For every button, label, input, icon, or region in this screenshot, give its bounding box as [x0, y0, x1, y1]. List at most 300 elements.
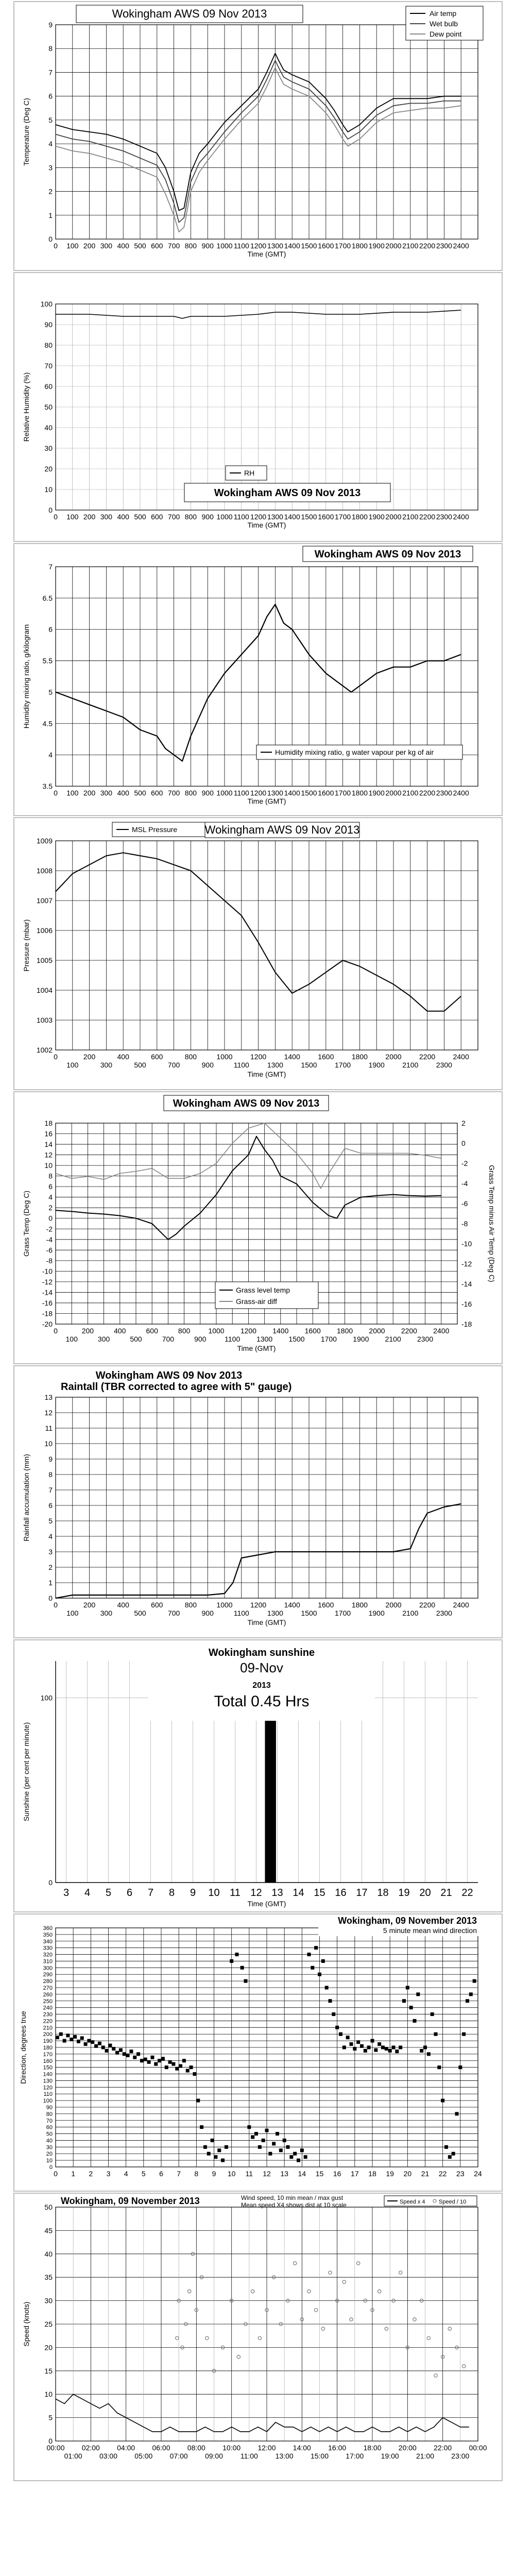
y-tick-label: 25 [44, 2320, 53, 2328]
x-tick-label: 22:00 [434, 2444, 452, 2452]
x-tick-label: 14:00 [293, 2444, 311, 2452]
y-tick-label: -12 [42, 1277, 53, 1286]
y-tick-label: 10 [46, 2158, 53, 2164]
x-tick-label: 2100 [385, 1335, 401, 1343]
y-tick-label: 80 [44, 341, 53, 349]
direction-point [272, 2142, 276, 2145]
x-tick-label: 2000 [385, 242, 402, 250]
direction-point [91, 2040, 94, 2044]
y-tick-label: 60 [46, 2124, 53, 2131]
x-tick-label: 1300 [256, 1335, 273, 1343]
x-tick-label: 1900 [368, 789, 385, 797]
y-tick-label: 230 [43, 2011, 53, 2018]
x-tick-label: 21 [421, 2170, 430, 2178]
x-tick-label: 5 [105, 1887, 112, 1899]
x-tick-label: 2100 [402, 789, 419, 797]
direction-point [221, 2159, 225, 2162]
x-tick-label: 100 [66, 242, 79, 250]
x-tick-label: 9 [190, 1887, 196, 1899]
y-tick-label: 6 [48, 92, 53, 100]
y-tick-label: 30 [44, 444, 53, 452]
x-tick-label: 1900 [368, 513, 385, 521]
y-tick-label: 45 [44, 2226, 53, 2235]
x-tick-label: 1000 [208, 1327, 225, 1335]
x-tick-label: 1100 [233, 242, 249, 250]
x-tick-label: 2200 [419, 242, 436, 250]
y-tick-label: -8 [46, 1256, 53, 1265]
direction-point [469, 1992, 473, 1996]
gust-point [314, 2309, 317, 2312]
direction-point [406, 1986, 409, 1990]
x-tick-label: 20:00 [398, 2444, 417, 2452]
x-tick-label: 15 [314, 1887, 325, 1899]
y-tick-label: 360 [43, 1925, 53, 1931]
x-tick-label: 400 [117, 789, 129, 797]
rain-chart [14, 1366, 502, 1637]
y-tick-label: 130 [43, 2078, 53, 2084]
y-tick-label: 160 [43, 2058, 53, 2064]
x-tick-label: 2200 [419, 1053, 436, 1061]
y-tick-label: 14 [44, 1140, 53, 1149]
direction-point [258, 2145, 262, 2149]
x-tick-label: 15 [315, 2170, 324, 2178]
y-tick-label: 10 [44, 1439, 53, 1448]
x-tick-label: 1000 [216, 1601, 233, 1609]
x-tick-label: 1800 [351, 789, 368, 797]
direction-point [346, 2036, 350, 2039]
wind-speed-chart [14, 2194, 502, 2480]
direction-point [87, 2039, 91, 2043]
direction-point [193, 2072, 196, 2076]
direction-point [444, 2145, 448, 2149]
x-tick-label: 100 [66, 1609, 79, 1617]
y-tick-label: 6.5 [42, 594, 53, 602]
x-tick-label: 1400 [284, 1053, 300, 1061]
direction-point [392, 2046, 396, 2049]
direction-point [105, 2049, 109, 2053]
x-tick-label: 2300 [417, 1335, 434, 1343]
direction-point [437, 2065, 441, 2069]
legend-label: Humidity mixing ratio, g water vapour per kg of air [275, 748, 434, 756]
x-tick-label: 700 [167, 1609, 180, 1617]
gust-point [205, 2336, 209, 2340]
x-tick-label: 600 [151, 513, 163, 521]
direction-point [441, 2099, 444, 2103]
x-tick-label: 800 [184, 789, 197, 797]
chart-subtitle: Wind speed, 10 min mean / max gust [241, 2194, 344, 2201]
x-tick-label: 4 [124, 2170, 128, 2178]
x-tick-label: 1200 [250, 1601, 267, 1609]
direction-point [147, 2060, 151, 2064]
x-tick-label: 800 [178, 1327, 191, 1335]
direction-point [381, 2046, 385, 2049]
x-tick-label: 2400 [453, 789, 469, 797]
x-tick-label: 4 [84, 1887, 91, 1899]
direction-point [108, 2044, 112, 2047]
y-tick-label: 10 [44, 485, 53, 494]
x-tick-label: 1500 [301, 1061, 317, 1069]
y-tick-label: 10 [44, 1161, 53, 1170]
y-tick-label: 40 [44, 2249, 53, 2258]
y-tick-label: 100 [43, 2098, 53, 2105]
y-tick-label: 1 [48, 211, 53, 219]
x-tick-label: 18:00 [363, 2444, 382, 2452]
x-tick-label: 10 [227, 2170, 236, 2178]
direction-point [427, 2052, 431, 2056]
sunshine-panel [13, 1639, 503, 1912]
direction-point [458, 2065, 462, 2069]
y-tick-label: 50 [46, 2131, 53, 2138]
y-tick-label: 180 [43, 2045, 53, 2051]
grass-chart [14, 1092, 502, 1363]
x-tick-label: 0 [54, 242, 58, 250]
y-tick-label: 330 [43, 1945, 53, 1952]
y-axis-label: Pressure (mbar) [22, 919, 30, 972]
x-tick-label: 500 [130, 1335, 142, 1343]
y-tick-label: 90 [44, 320, 53, 329]
x-tick-label: 08:00 [187, 2444, 205, 2452]
x-tick-label: 1100 [233, 789, 249, 797]
x-tick-label: 200 [83, 1601, 96, 1609]
x-tick-label: 500 [134, 242, 146, 250]
x-tick-label: 2300 [436, 242, 452, 250]
chart-title: Wokingham AWS 09 Nov 2013 [173, 1098, 320, 1109]
x-tick-label: 100 [65, 1335, 78, 1343]
x-tick-label: 300 [97, 1335, 110, 1343]
x-axis-label: Time (GMT) [247, 1900, 286, 1908]
x-tick-label: 900 [201, 789, 214, 797]
x-tick-label: 16:00 [328, 2444, 347, 2452]
x-tick-label: 21 [440, 1887, 452, 1899]
x-tick-label: 2 [89, 2170, 93, 2178]
x-tick-label: 900 [194, 1335, 207, 1343]
x-tick-label: 14 [293, 1887, 304, 1899]
direction-point [434, 2032, 438, 2036]
y-tick-label: 11 [45, 1424, 53, 1432]
direction-point [119, 2048, 123, 2052]
x-tick-label: 2200 [419, 1601, 436, 1609]
x-tick-label: 1400 [272, 1327, 289, 1335]
direction-point [268, 2152, 272, 2156]
x-tick-label: 1800 [351, 242, 368, 250]
y-tick-label: -18 [42, 1309, 53, 1318]
direction-point [473, 1979, 476, 1983]
direction-point [101, 2046, 105, 2049]
direction-point [293, 2152, 297, 2156]
y-tick-label: 6 [48, 1501, 53, 1510]
direction-point [241, 1966, 244, 1970]
x-tick-label: 1800 [351, 513, 368, 521]
direction-point [190, 2065, 193, 2069]
y2-tick-label: -14 [461, 1280, 472, 1288]
y-tick-label: 5 [48, 688, 53, 697]
y-tick-label: 1009 [36, 837, 53, 845]
direction-point [112, 2047, 115, 2050]
x-tick-label: 09:00 [204, 2452, 224, 2460]
rh-panel [13, 272, 503, 542]
y-tick-label: 1003 [36, 1016, 53, 1024]
y-tick-label: -4 [46, 1235, 53, 1244]
x-tick-label: 03:00 [99, 2452, 118, 2460]
x-axis-label: Time (GMT) [247, 521, 286, 529]
x-tick-label: 2000 [369, 1327, 385, 1335]
x-tick-label: 2100 [402, 513, 419, 521]
chart-title: Wokingham AWS 09 Nov 2013 [214, 487, 361, 499]
x-tick-label: 23:00 [451, 2452, 470, 2460]
gust-point [237, 2355, 240, 2358]
direction-point [200, 2125, 203, 2129]
y-tick-label: 8 [48, 1470, 53, 1479]
x-tick-label: 2100 [402, 1609, 419, 1617]
mixing-chart [14, 544, 502, 815]
x-tick-label: 1600 [318, 513, 334, 521]
y-axis-label: Temperature (Deg C) [22, 98, 30, 166]
y-tick-label: 20 [44, 2343, 53, 2352]
direction-point [332, 2012, 335, 2016]
x-tick-label: 2100 [402, 1061, 419, 1069]
y-tick-label: 9 [48, 1455, 53, 1463]
x-tick-label: 02:00 [81, 2444, 100, 2452]
direction-point [225, 2145, 228, 2149]
direction-point [307, 1953, 311, 1956]
gust-point [413, 2318, 416, 2321]
direction-point [335, 2026, 339, 2029]
direction-point [171, 2062, 175, 2066]
y-tick-label: 0 [48, 1594, 53, 1602]
x-tick-label: 1 [71, 2170, 76, 2178]
direction-point [77, 2040, 80, 2043]
y-tick-label: 8 [48, 44, 53, 53]
direction-point [144, 2058, 147, 2061]
x-tick-label: 13 [271, 1887, 283, 1899]
y-tick-label: 0 [48, 2437, 53, 2445]
y2-tick-label: -18 [461, 1320, 472, 1328]
x-tick-label: 1000 [216, 789, 233, 797]
direction-point [211, 2139, 214, 2142]
y-tick-label: 170 [43, 2051, 53, 2058]
x-tick-label: 2400 [453, 1601, 469, 1609]
x-tick-label: 200 [83, 513, 96, 521]
direction-point [399, 2046, 402, 2049]
x-tick-label: 600 [151, 789, 163, 797]
x-tick-label: 1400 [284, 242, 300, 250]
direction-point [66, 2033, 70, 2037]
y-tick-label: 4 [48, 1532, 53, 1540]
gust-point [321, 2327, 324, 2330]
x-tick-label: 1400 [284, 1601, 300, 1609]
x-tick-label: 6 [126, 1887, 133, 1899]
y-tick-label: 0 [49, 2164, 53, 2171]
y-tick-label: 0 [48, 1878, 53, 1887]
x-tick-label: 07:00 [169, 2452, 188, 2460]
x-tick-label: 1200 [240, 1327, 256, 1335]
gust-point [342, 2280, 346, 2283]
x-tick-label: 11:00 [240, 2452, 258, 2460]
x-tick-label: 200 [83, 1053, 96, 1061]
x-tick-label: 1700 [335, 513, 351, 521]
y-tick-label: 280 [43, 1978, 53, 1985]
y-tick-label: 30 [44, 2296, 53, 2305]
x-tick-label: 800 [184, 513, 197, 521]
y-tick-label: 260 [43, 1991, 53, 1998]
direction-point [356, 2040, 360, 2044]
y-tick-label: 1 [48, 1579, 53, 1587]
direction-point [217, 2148, 221, 2152]
gust-point [377, 2290, 381, 2293]
x-tick-label: 500 [134, 1061, 146, 1069]
y-tick-label: 40 [46, 2138, 53, 2144]
direction-point [462, 2032, 466, 2036]
x-tick-label: 1500 [288, 1335, 305, 1343]
y-tick-label: 90 [46, 2105, 53, 2111]
y-tick-label: 320 [43, 1952, 53, 1958]
direction-point [360, 2044, 364, 2048]
x-tick-label: 900 [201, 242, 214, 250]
direction-point [70, 2038, 73, 2041]
y-tick-label: 50 [44, 2203, 53, 2211]
direction-point [276, 2132, 279, 2136]
y-tick-label: 4 [48, 751, 53, 759]
x-tick-label: 1100 [233, 513, 249, 521]
y-tick-label: 5.5 [42, 656, 53, 665]
plot-frame [56, 25, 478, 239]
x-tick-label: 8 [168, 1887, 175, 1899]
x-tick-label: 1100 [225, 1335, 241, 1343]
x-tick-label: 300 [100, 789, 113, 797]
x-tick-label: 21:00 [416, 2452, 435, 2460]
x-tick-label: 2400 [453, 513, 469, 521]
direction-point [98, 2042, 101, 2045]
x-tick-label: 20 [419, 1887, 431, 1899]
x-tick-label: 12:00 [258, 2444, 276, 2452]
x-tick-label: 12 [250, 1887, 262, 1899]
y-tick-label: 30 [46, 2144, 53, 2151]
y-axis-label: Rainfall accumulation (mm) [22, 1454, 30, 1541]
x-tick-label: 1700 [335, 789, 351, 797]
direction-point [73, 2035, 77, 2039]
direction-point [304, 2155, 307, 2159]
y-tick-label: 100 [40, 1693, 53, 1702]
x-tick-label: 1700 [335, 242, 351, 250]
x-axis-label: Time (GMT) [247, 1070, 286, 1078]
x-tick-label: 200 [81, 1327, 94, 1335]
y-tick-label: 110 [43, 2091, 53, 2098]
x-tick-label: 1000 [216, 242, 233, 250]
legend-label: RH [244, 469, 255, 477]
x-tick-label: 900 [201, 1061, 214, 1069]
sunshine-chart [14, 1640, 502, 1911]
y-tick-label: 2 [48, 1563, 53, 1571]
x-tick-label: 0 [54, 2170, 58, 2178]
x-tick-label: 1500 [301, 1609, 317, 1617]
chart-title: Wokingham sunshine [208, 1647, 315, 1658]
y-tick-label: -10 [42, 1267, 53, 1276]
x-tick-label: 1400 [284, 513, 300, 521]
x-tick-label: 300 [100, 1609, 113, 1617]
direction-point [300, 2148, 304, 2152]
x-tick-label: 1600 [304, 1327, 321, 1335]
x-tick-label: 200 [83, 242, 96, 250]
direction-point [416, 1992, 420, 1996]
gust-point [434, 2374, 437, 2377]
direction-point [364, 2049, 367, 2053]
x-tick-label: 19 [398, 1887, 410, 1899]
x-tick-label: 00:00 [469, 2444, 487, 2452]
x-tick-label: 13 [280, 2170, 288, 2178]
direction-point [136, 2052, 140, 2056]
x-tick-label: 1600 [318, 242, 334, 250]
x-tick-label: 0 [54, 1327, 58, 1335]
direction-point [371, 2039, 374, 2043]
x-tick-label: 2200 [419, 789, 436, 797]
x-tick-label: 2300 [436, 1061, 452, 1069]
x-tick-label: 2400 [453, 242, 469, 250]
y-tick-label: 70 [44, 362, 53, 370]
direction-point [329, 1999, 332, 2003]
chart-year: 2013 [252, 1681, 271, 1690]
direction-point [133, 2056, 136, 2059]
x-tick-label: 01:00 [64, 2452, 82, 2460]
x-tick-label: 5 [141, 2170, 146, 2178]
chart-subtitle-2: Mean speed X4 shows dist at 10 scale [241, 2201, 347, 2209]
x-tick-label: 1600 [318, 1053, 334, 1061]
x-tick-label: 900 [201, 513, 214, 521]
y-tick-label: 1007 [36, 896, 53, 905]
x-tick-label: 1000 [216, 513, 233, 521]
x-tick-label: 700 [162, 1335, 175, 1343]
y2-tick-label: -4 [461, 1179, 468, 1188]
x-tick-label: 400 [114, 1327, 126, 1335]
x-tick-label: 04:00 [117, 2444, 135, 2452]
chart-title: Wokingham AWS 09 Nov 2013 [314, 549, 461, 560]
x-tick-label: 2000 [385, 1601, 402, 1609]
y-tick-label: 200 [43, 2031, 53, 2038]
x-tick-label: 7 [147, 1887, 154, 1899]
y-axis-label: Grass Temp minus Air Temp (Deg C) [488, 1165, 496, 1282]
legend-label: Air temp [430, 9, 457, 18]
x-tick-label: 24 [474, 2170, 482, 2178]
y2-tick-label: -2 [461, 1159, 468, 1167]
x-tick-label: 10:00 [222, 2444, 241, 2452]
direction-point [297, 2159, 300, 2162]
direction-point [314, 1946, 318, 1950]
direction-point [179, 2064, 182, 2068]
y-tick-label: 0 [48, 1214, 53, 1223]
y-tick-label: 4 [48, 140, 53, 148]
y-tick-label: -16 [42, 1298, 53, 1307]
y-tick-label: 10 [44, 2390, 53, 2399]
direction-point [342, 2046, 346, 2049]
y-tick-label: 290 [43, 1972, 53, 1978]
y-tick-label: 16 [44, 1129, 53, 1138]
y-axis-label: Speed (knots) [22, 2301, 30, 2347]
x-tick-label: 900 [201, 1609, 214, 1617]
direction-point [214, 2155, 217, 2159]
x-tick-label: 400 [117, 242, 129, 250]
x-tick-label: 1300 [267, 789, 283, 797]
x-tick-label: 18 [368, 2170, 376, 2178]
x-tick-label: 1300 [267, 242, 283, 250]
y2-tick-label: -6 [461, 1199, 468, 1208]
x-tick-label: 700 [167, 789, 180, 797]
x-axis-label: Time (GMT) [247, 1618, 286, 1626]
x-axis-label: Time (GMT) [247, 797, 286, 805]
direction-point [395, 2049, 399, 2053]
x-tick-label: 1500 [301, 242, 317, 250]
y-tick-label: 40 [44, 423, 53, 432]
temperature-panel [13, 1, 503, 271]
x-tick-label: 3 [63, 1887, 70, 1899]
